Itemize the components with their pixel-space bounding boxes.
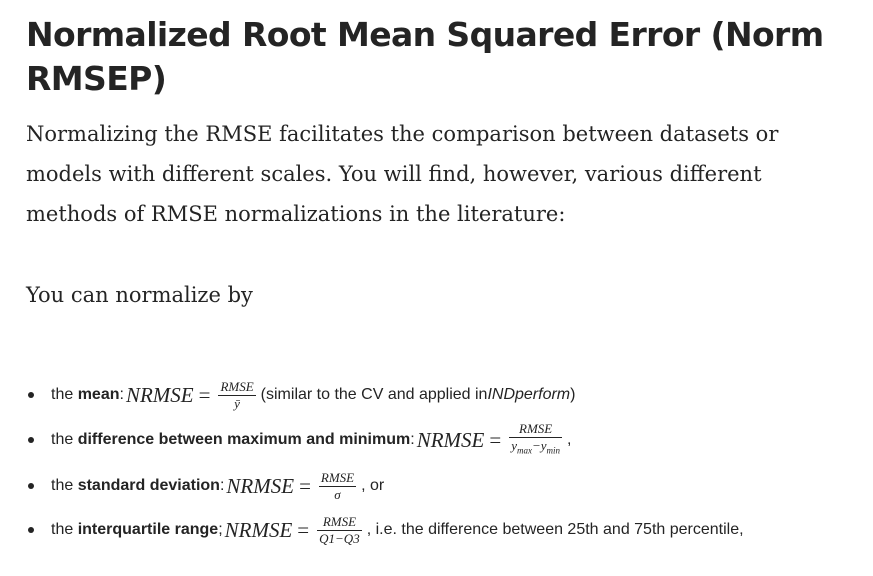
bullet-dot (28, 437, 34, 443)
item-suffix-emphasis: INDperform (487, 386, 571, 403)
formula (126, 380, 259, 411)
fraction-numerator: RMSE (320, 469, 355, 485)
formula-lhs: NRMSE (125, 382, 194, 407)
fraction-numerator: RMSE (322, 513, 357, 529)
item-colon: ; (218, 521, 223, 538)
intro-paragraph: Normalizing the RMSE facilitates the comparison between datasets or models with different scales. You will find, however, various different methods of RMSE normalizations in the literature: (26, 122, 779, 226)
fraction-numerator: RMSE (220, 378, 254, 394)
list-item-range (26, 420, 571, 460)
bullet-dot (28, 483, 34, 489)
formula-equals: = (299, 473, 311, 498)
item-colon: : (219, 477, 225, 494)
item-suffix: , (567, 431, 572, 448)
item-prefix: the (51, 521, 74, 538)
formula-fraction (317, 515, 362, 546)
item-suffix: (similar to the CV and applied in (260, 386, 488, 403)
list-item-iqr (26, 510, 744, 550)
denominator-sub-min: min (546, 445, 561, 456)
formula-fraction (319, 471, 356, 502)
formula-lhs: NRMSE (226, 473, 295, 498)
fraction-denominator: σ (334, 486, 341, 502)
bullet-dot (28, 527, 34, 533)
item-colon: : (410, 431, 415, 448)
list-item-std (26, 466, 384, 506)
formula-equals: = (198, 382, 211, 407)
item-suffix: , i.e. the difference between 25th and 75th percentile, (366, 521, 744, 538)
fraction-numerator: RMSE (519, 421, 553, 437)
formula (226, 471, 359, 502)
formula (417, 422, 565, 458)
denominator-minus: − (531, 438, 541, 454)
fraction-denominator (509, 439, 562, 458)
item-prefix: the (51, 431, 74, 448)
formula-equals: = (489, 427, 502, 452)
formula-lhs: NRMSE (416, 427, 485, 452)
denominator-y-min: y (540, 438, 547, 454)
fraction-denominator: Q1−Q3 (319, 530, 360, 546)
item-suffix: , or (361, 477, 385, 494)
formula-fraction (218, 380, 255, 411)
section-heading: Normalized Root Mean Squared Error (Norm RMSEP) (26, 15, 824, 98)
formula-equals: = (297, 517, 310, 542)
denominator-y-max: y (511, 438, 517, 454)
item-suffix-end: ) (570, 386, 576, 403)
bullet-dot (28, 392, 34, 398)
formula-fraction (509, 422, 562, 458)
fraction-denominator: ȳ (234, 395, 240, 411)
lead-paragraph: You can normalize by (26, 283, 253, 307)
item-prefix: the (51, 386, 74, 403)
item-term: mean (77, 386, 120, 403)
formula-lhs: NRMSE (224, 517, 293, 542)
item-prefix: the (51, 477, 74, 494)
item-term: standard deviation (77, 477, 220, 494)
formula (225, 515, 365, 546)
item-colon: : (119, 386, 124, 403)
denominator-sub-max: max (516, 445, 532, 456)
list-item-mean (26, 375, 575, 415)
item-term: interquartile range (77, 521, 219, 538)
item-term: difference between maximum and minimum (77, 431, 411, 448)
